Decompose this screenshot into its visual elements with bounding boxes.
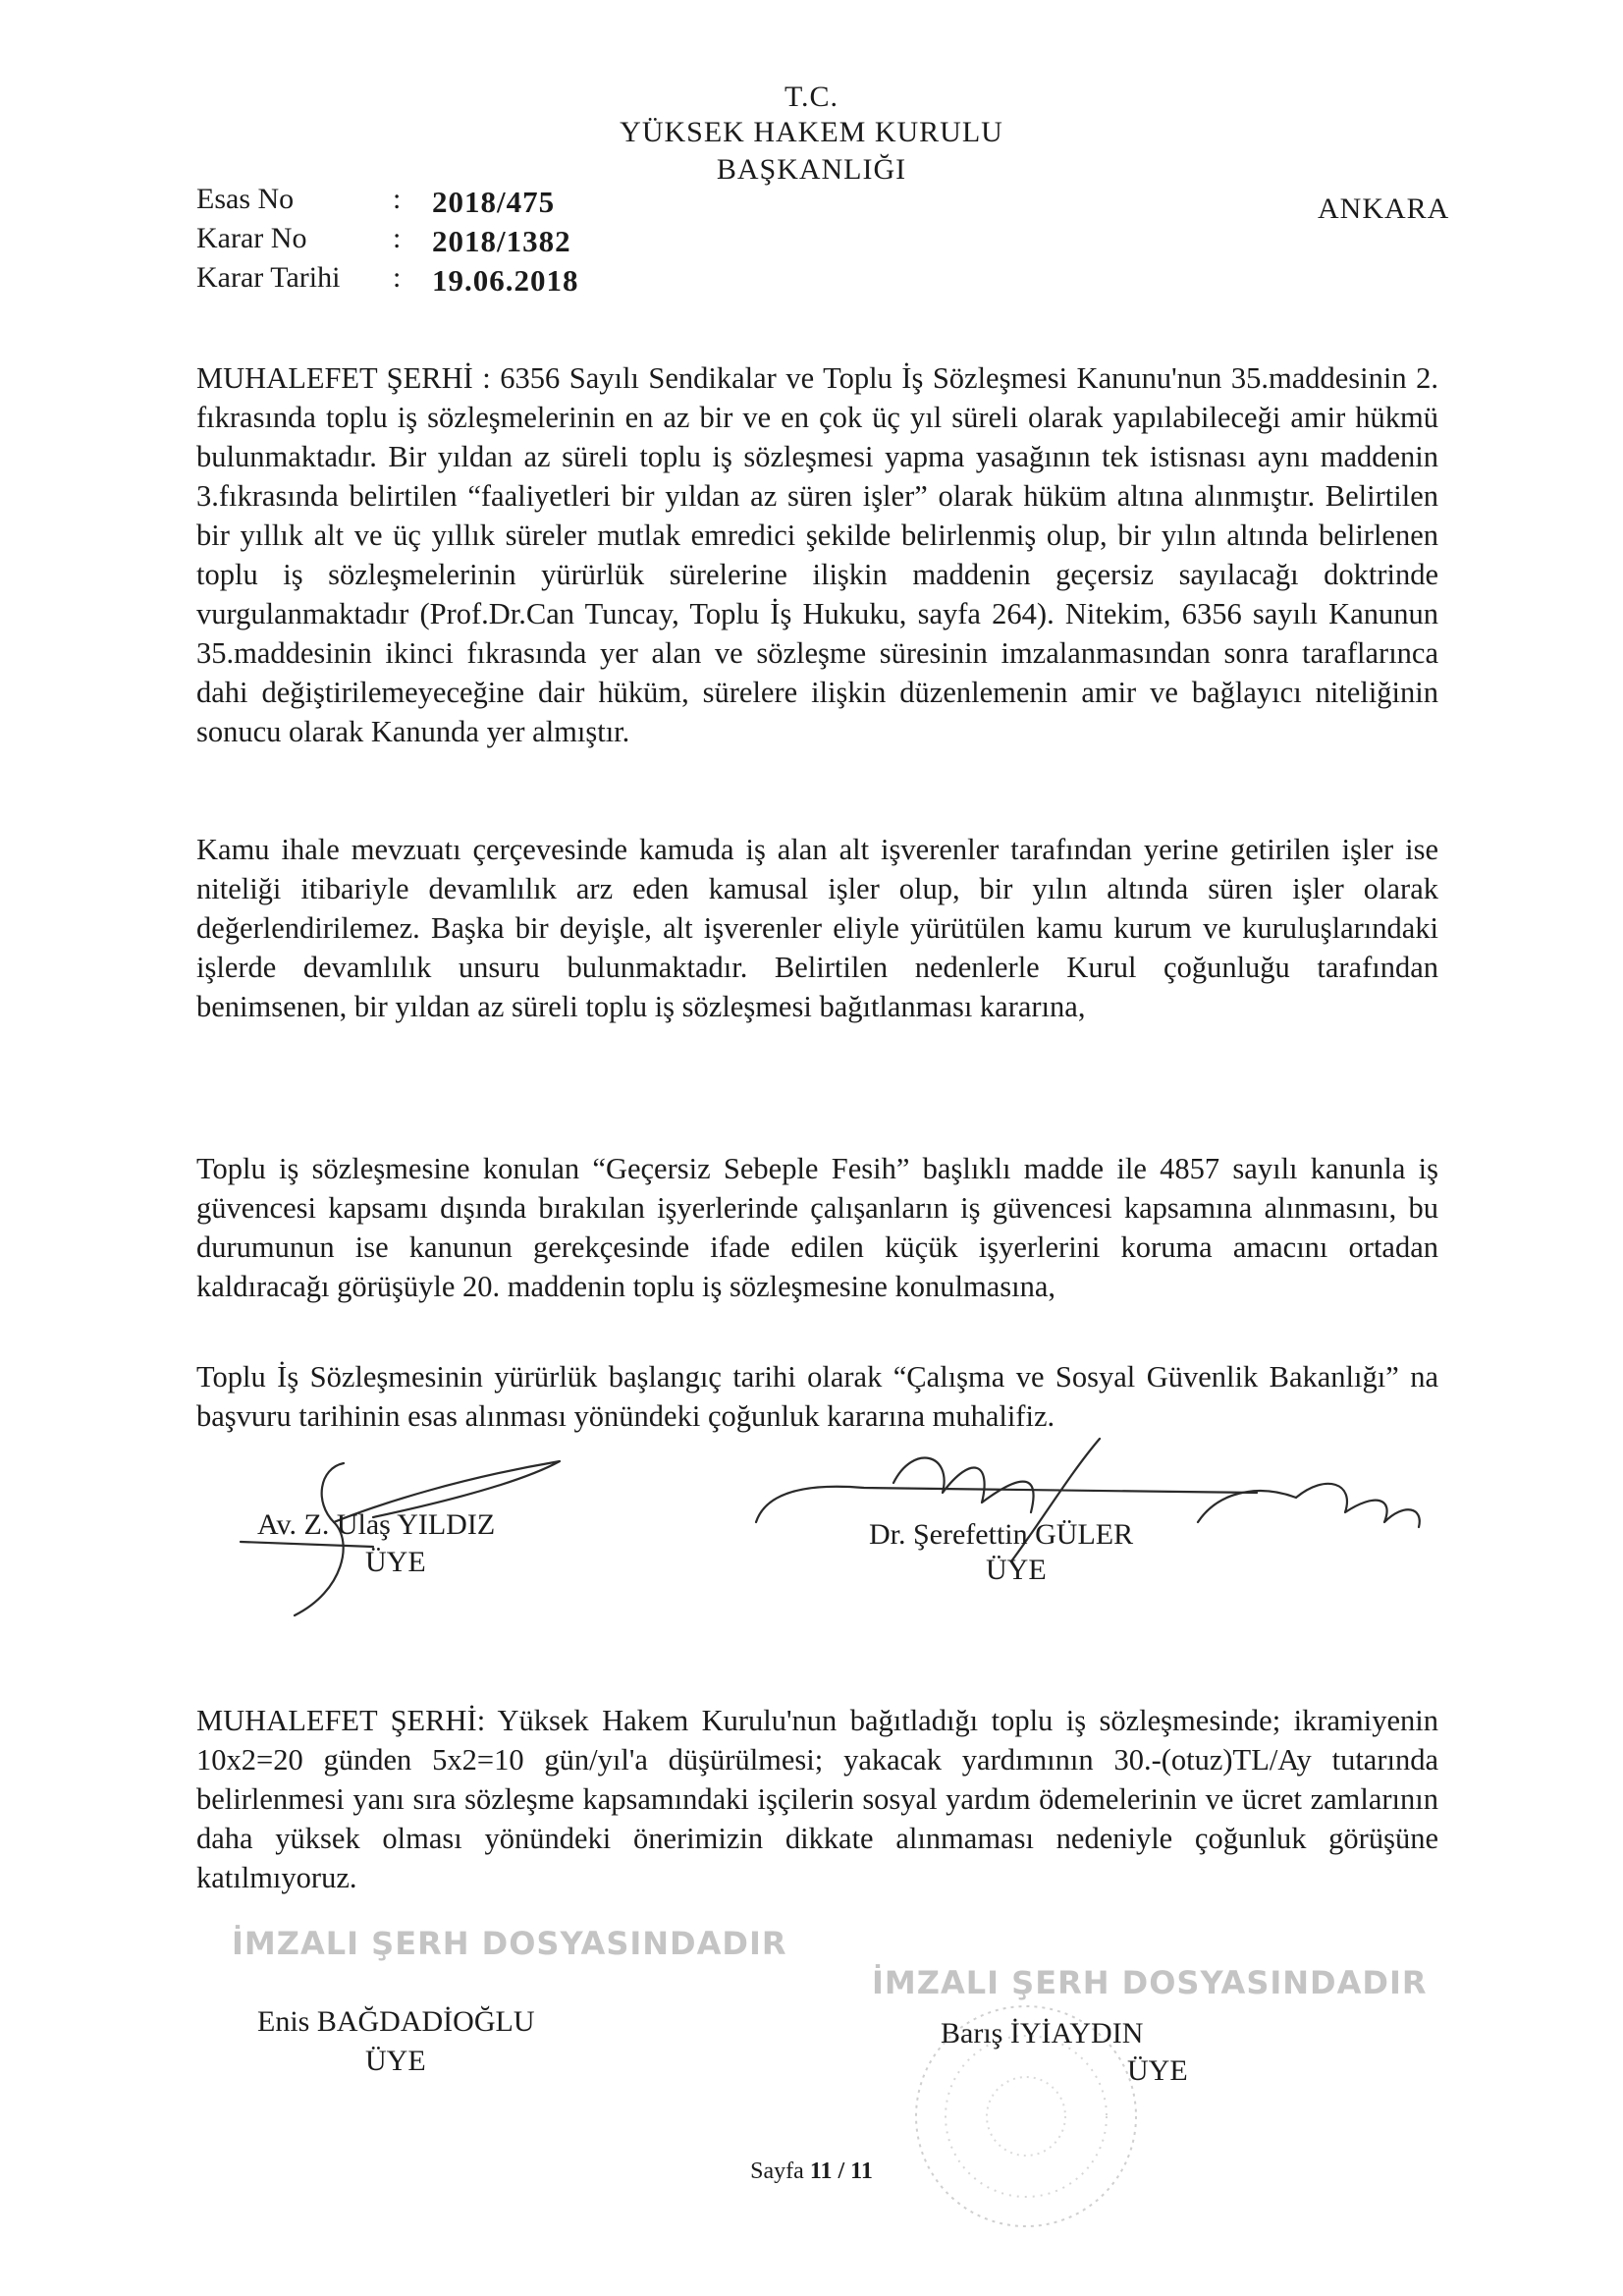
dissent2-paragraph: MUHALEFET ŞERHİ: Yüksek Hakem Kurulu'nun bağıtladığı toplu iş sözleşmesinde; ikramiyenin 10x2=20 günden 5x2=10 gün/yıl'a düşürülmesi; yakacak yardımının 30.-(otuz)TL/Ay tutarında belirlenmesi yanı sıra sözleşme kapsamındaki işçilerin sosyal yardım ödemelerinin ve ücret zamlarının daha yüksek olması yönündeki önerimizin dikkate alınmaması nedeniyle çoğunluk görüşüne katılmıyoruz. — [196, 1704, 1438, 1894]
esas-value: 2018/475 — [432, 185, 556, 219]
stamp-signed-left: İMZALI ŞERH DOSYASINDADIR — [232, 1925, 787, 1962]
dissent1-paragraph-4: Toplu İş Sözleşmesinin yürürlük başlangıç tarihi olarak “Çalışma ve Sosyal Güvenlik Bakanlığı” na başvuru tarihinin esas alınması yönündeki çoğunluk kararına muhalifiz. — [196, 1360, 1438, 1433]
page-number — [0, 2159, 1623, 2185]
signature2-left-role: ÜYE — [365, 2045, 426, 2077]
karar-label: Karar No — [196, 222, 307, 254]
header-office: BAŞKANLIĞI — [716, 153, 907, 186]
signature-right-scribble — [746, 1414, 1453, 1581]
tarih-label: Karar Tarihi — [196, 261, 341, 294]
esas-label: Esas No — [196, 183, 295, 215]
header-institution: YÜKSEK HAKEM KURULU — [620, 116, 1003, 148]
tarih-value: 19.06.2018 — [432, 263, 579, 298]
stamp-signed-right: İMZALI ŞERH DOSYASINDADIR — [872, 1964, 1428, 2001]
dissent1-paragraph-2: Kamu ihale mevzuatı çerçevesinde kamuda iş alan alt işverenler tarafından yerine getirilen işler ise niteliği itibariyle devamlılık arz eden kamusal işler olup, bir yılın altında süren işler olarak değerlendirilemez. Başka bir deyişle, alt işverenler eliyle yürütülen kamu kurum ve kuruluşlarındaki işlerde devamlılık unsuru bulunmaktadır. Belirtilen nedenlerle Kurul çoğunluğu tarafından benimsenen, bir yıldan az süreli toplu iş sözleşmesi bağıtlanması kararına, — [196, 833, 1438, 1023]
city-label: ANKARA — [1318, 192, 1450, 225]
dissent1-paragraph-1: MUHALEFET ŞERHİ : 6356 Sayılı Sendikalar ve Toplu İş Sözleşmesi Kanunu'nun 35.maddesinin 2. fıkrasında toplu iş sözleşmelerinin en az bir ve en çok üç yıl süreli olarak yapılabileceği amir hükmü bulunmaktadır. Bir yıldan az süreli toplu iş sözleşmesi yapma yasağının tek istisnası aynı maddenin 3.fıkrasında belirtilen “faaliyetleri bir yıldan az süren işler” olarak hüküm altına alınmıştır. Belirtilen bir yıllık alt ve üç yıllık süreler mutlak emredici şekilde belirlenmiş olup, bir yılın altında belirlenen toplu iş sözleşmelerinin yürürlük sürelerine ilişkin maddenin geçersiz sayılacağı doktrinde vurgulanmaktadır (Prof.Dr.Can Tuncay, Toplu İş Hukuku, sayfa 264). Nitekim, 6356 sayılı Kanunun 35.maddesinin ikinci fıkrasında yer alan ve sözleşme süresinin imzalanmasından sonra taraflarınca dahi değiştirilemeyeceğine dair hüküm, sürelere ilişkin düzenlemenin amir ve bağlayıcı niteliğinin sonucu olarak Kanunda yer almıştır. — [196, 361, 1438, 748]
signature-right-name: Dr. Şerefettin GÜLER — [869, 1518, 1134, 1551]
karar-value: 2018/1382 — [432, 224, 571, 258]
karar-colon: : — [393, 222, 402, 254]
header-tc: T.C. — [784, 81, 839, 113]
dissent1-paragraph-3: Toplu iş sözleşmesine konulan “Geçersiz Sebeple Fesih” başlıklı madde ile 4857 sayılı kanunla iş güvencesi kapsamı dışında bırakılan işyerlerinde çalışanların iş güvencesi kapsamına alınmasını, bu durumunun ise kanunun gerekçesinde ifade edilen küçük işyerlerini koruma amacını ortadan kaldıracağı görüşüyle 20. maddenin toplu iş sözleşmesine konulmasına, — [196, 1152, 1438, 1303]
signature-left-scribble — [226, 1444, 579, 1640]
page-value: 11 / 11 — [809, 2159, 873, 2184]
signature-left-role: ÜYE — [365, 1546, 426, 1578]
signature2-right-role: ÜYE — [1127, 2054, 1188, 2087]
esas-colon: : — [393, 183, 402, 215]
page-label: Sayfa — [750, 2159, 804, 2184]
signature-left-name: Av. Z. Ulaş YILDIZ — [257, 1508, 496, 1541]
signature-right-role: ÜYE — [986, 1554, 1047, 1586]
signature2-left-name: Enis BAĞDADİOĞLU — [257, 2005, 535, 2038]
signature2-right-name: Barış İYİAYDIN — [941, 2017, 1144, 2050]
tarih-colon: : — [393, 261, 402, 294]
